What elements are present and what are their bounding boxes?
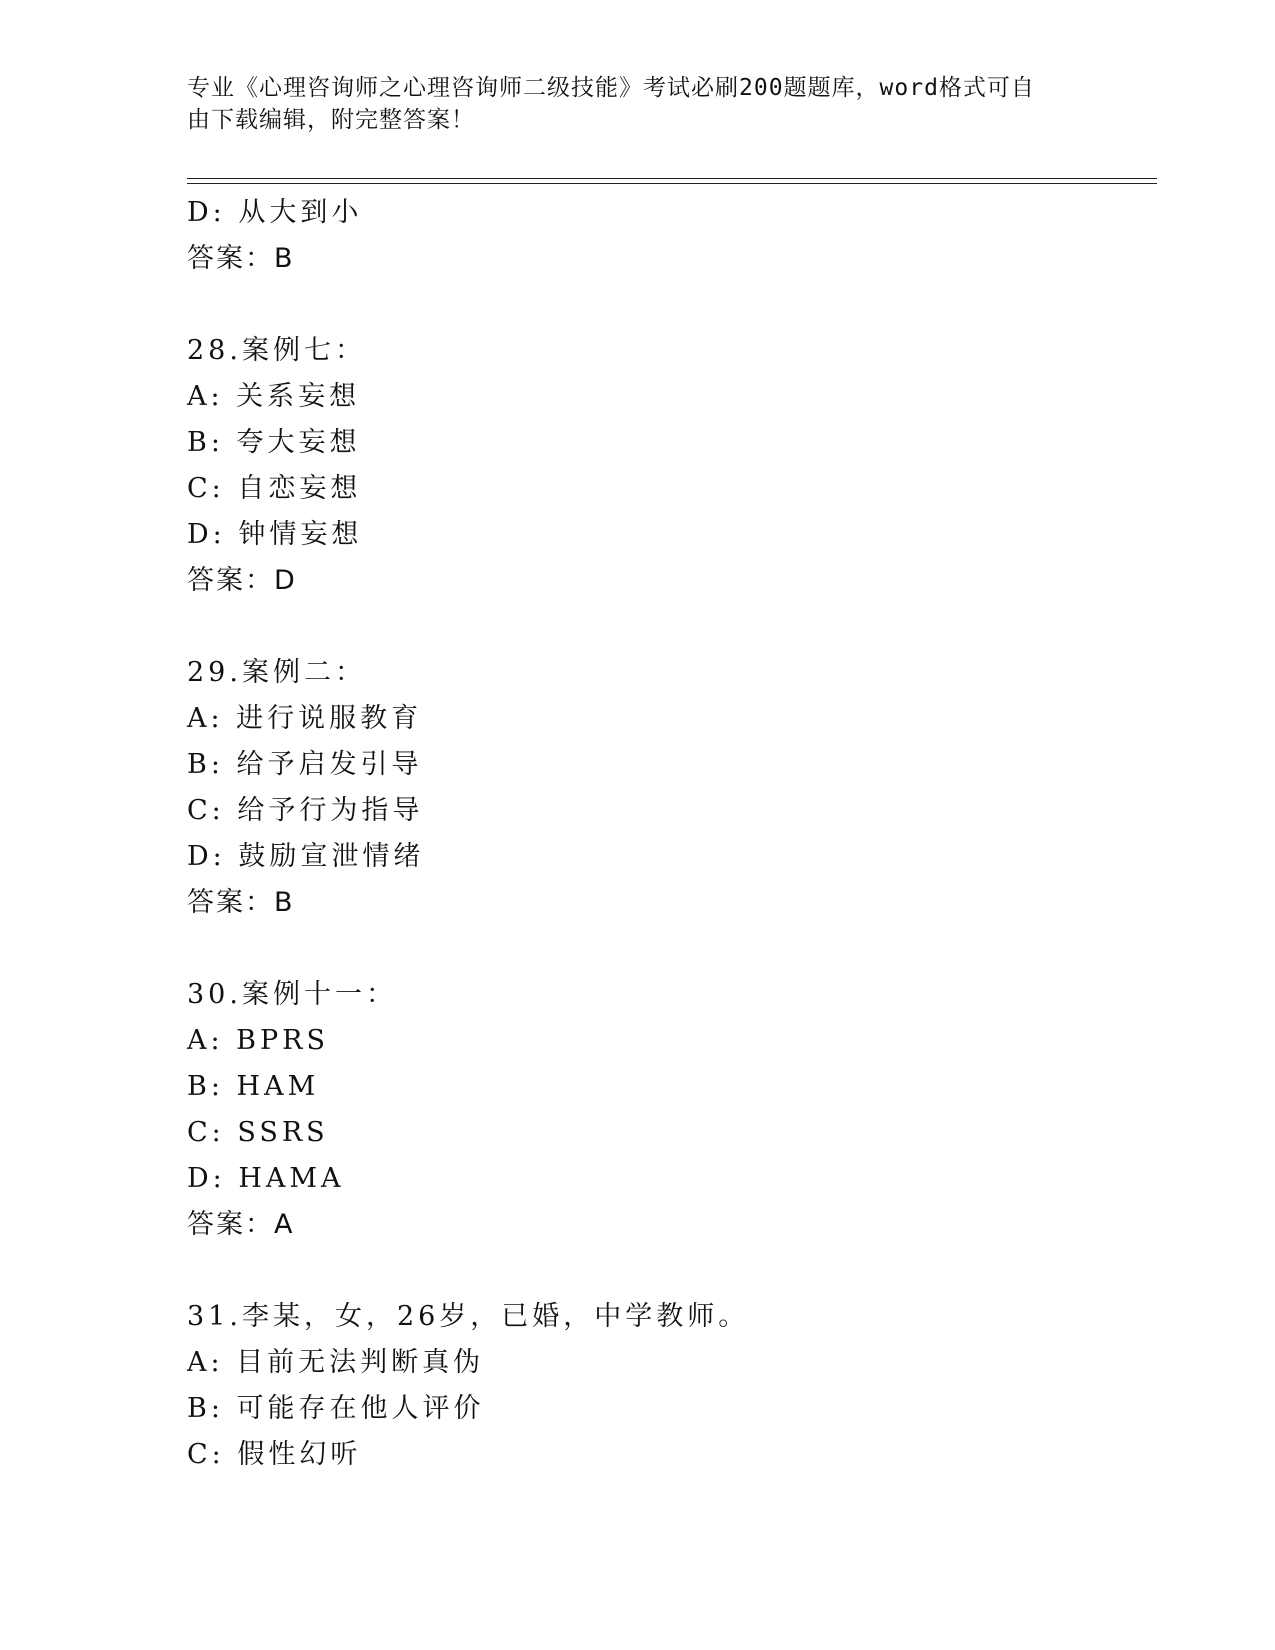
option-d: D: 从大到小 — [187, 197, 363, 228]
answer: 答案：A — [187, 1209, 295, 1240]
option-c: C: 给予行为指导 — [187, 795, 424, 826]
option-b: B: 可能存在他人评价 — [187, 1393, 485, 1424]
answer: 答案：D — [187, 565, 297, 596]
question-stem: 30.案例十一： — [187, 979, 397, 1010]
option-d: D: 钟情妄想 — [187, 519, 363, 550]
question-31 — [187, 1294, 1147, 1478]
answer: 答案：B — [187, 243, 295, 274]
question-list — [187, 190, 1147, 1478]
question-29 — [187, 650, 1147, 926]
option-a: A: 目前无法判断真伪 — [187, 1347, 485, 1378]
header-rule-bottom — [187, 183, 1157, 184]
answer: 答案：B — [187, 887, 295, 918]
option-a: A: 进行说服教育 — [187, 703, 423, 734]
option-c: C: SSRS — [187, 1117, 329, 1148]
option-b: B: HAM — [187, 1071, 320, 1102]
question-stem: 29.案例二： — [187, 657, 366, 688]
option-a: A: 关系妄想 — [187, 381, 361, 412]
option-b: B: 夸大妄想 — [187, 427, 361, 458]
question-stem: 31.李某，女，26岁，已婚，中学教师。 — [187, 1301, 750, 1332]
document-header — [187, 72, 1077, 136]
spacer — [187, 604, 1147, 650]
header-rule-top — [187, 178, 1157, 179]
spacer — [187, 926, 1147, 972]
option-d: D: HAMA — [187, 1163, 345, 1194]
option-c: C: 假性幻听 — [187, 1439, 362, 1470]
option-d: D: 鼓励宣泄情绪 — [187, 841, 425, 872]
question-28 — [187, 328, 1147, 604]
spacer — [187, 1248, 1147, 1294]
question-30 — [187, 972, 1147, 1248]
header-line-2: 由下载编辑，附完整答案！ — [187, 107, 475, 133]
question-stem: 28.案例七： — [187, 335, 366, 366]
option-b: B: 给予启发引导 — [187, 749, 423, 780]
option-a: A: BPRS — [187, 1025, 330, 1056]
header-line-1: 专业《心理咨询师之心理咨询师二级技能》考试必刷200题题库，word格式可自 — [187, 75, 1035, 101]
option-c: C: 自恋妄想 — [187, 473, 362, 504]
spacer — [187, 282, 1147, 328]
